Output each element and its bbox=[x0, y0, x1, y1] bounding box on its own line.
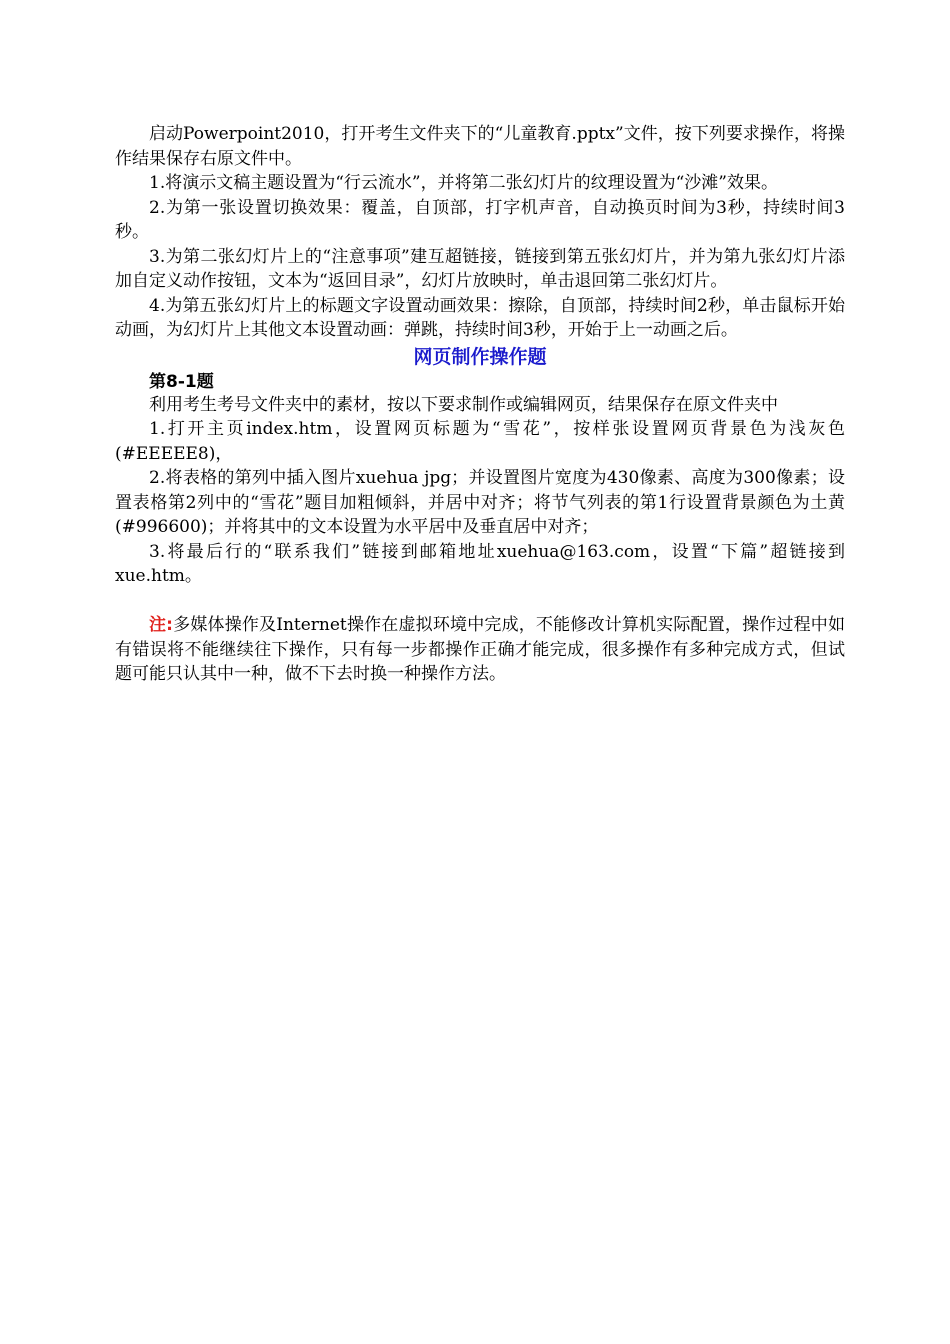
ppt-item-3: 3.为第二张幻灯片上的“注意事项”建互超链接，链接到第五张幻灯片，并为第九张幻灯片添加自定义动作按钮，文本为“返回目录”，幻灯片放映时，单击退回第二张幻灯片。 bbox=[115, 246, 845, 291]
web-item-1: 1.打开主页index.htm，设置网页标题为“雪花”，按样张设置网页背景色为浅灰色(#EEEEE8)， bbox=[115, 419, 845, 464]
document-page bbox=[115, 122, 845, 687]
web-section-title: 网页制作操作题 bbox=[413, 345, 547, 368]
ppt-item-1: 1.将演示文稿主题设置为“行云流水”，并将第二张幻灯片的纹理设置为“沙滩”效果。 bbox=[149, 173, 778, 193]
note-text: 多媒体操作及Internet操作在虚拟环境中完成，不能修改计算机实际配置，操作过程中如有错误将不能继续往下操作，只有每一步都操作正确才能完成，很多操作有多种完成方式，但试题可能只认其中一种，做不下去时换一种操作方法。 bbox=[115, 615, 845, 684]
blank-line bbox=[115, 589, 845, 614]
ppt-item-2: 2.为第一张设置切换效果：覆盖，自顶部，打字机声音，自动换页时间为3秒，持续时间3秒。 bbox=[115, 197, 845, 242]
note-paragraph bbox=[115, 613, 845, 687]
ppt-item-4: 4.为第五张幻灯片上的标题文字设置动画效果：擦除，自顶部，持续时间2秒，单击鼠标开始动画，为幻灯片上其他文本设置动画：弹跳，持续时间3秒，开始于上一动画之后。 bbox=[115, 295, 845, 340]
web-intro: 利用考生考号文件夹中的素材，按以下要求制作或编辑网页，结果保存在原文件夹中 bbox=[149, 394, 778, 415]
web-item-3: 3.将最后行的“联系我们”链接到邮箱地址xuehua@163.com，设置“下篇”超链接到xue.htm。 bbox=[115, 541, 845, 586]
note-label: 注: bbox=[149, 615, 173, 635]
web-item-2: 2.将表格的第列中插入图片xuehua jpg；并设置图片宽度为430像素、高度为300像素；设置表格第2列中的“雪花”题目加粗倾斜，并居中对齐；将节气列表的第1行设置背景颜色为土黄(#996600)；并将其中的文本设置为水平居中及垂直居中对齐； bbox=[115, 468, 845, 537]
web-question-number: 第8-1题 bbox=[149, 371, 214, 392]
ppt-intro: 启动Powerpoint2010，打开考生文件夹下的“儿童教育.pptx”文件，按下列要求操作，将操作结果保存右原文件中。 bbox=[115, 124, 845, 169]
